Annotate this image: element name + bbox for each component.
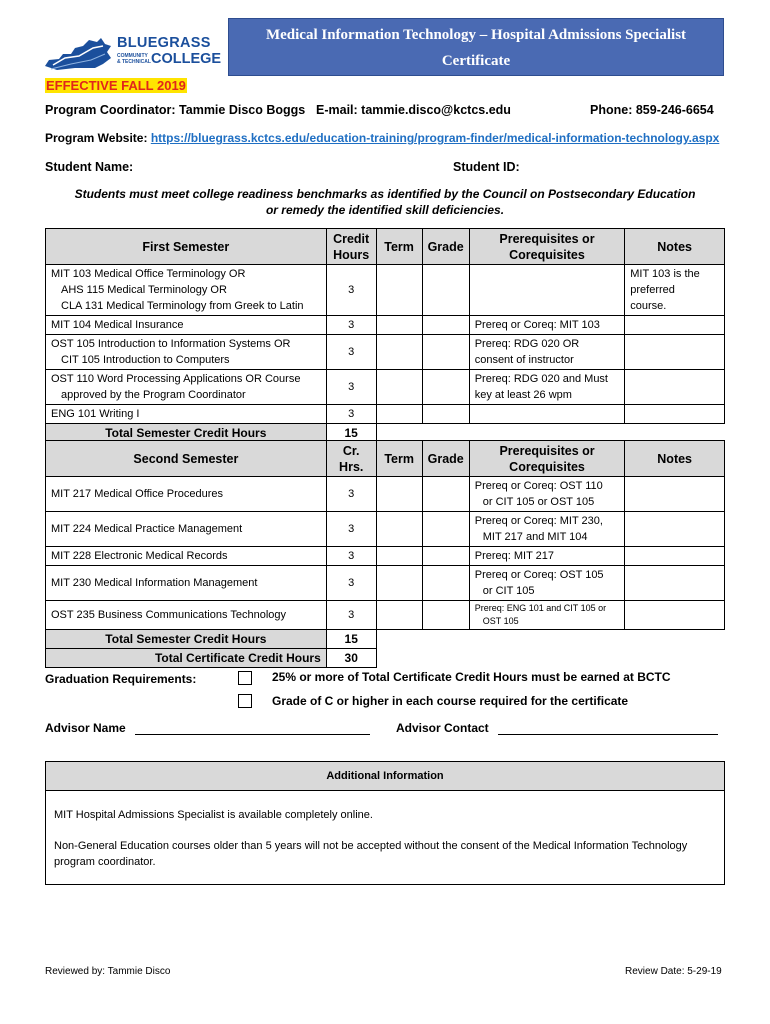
prereq-cell: Prereq: RDG 020 and Must key at least 26 wpm bbox=[469, 370, 625, 405]
table-row bbox=[46, 566, 725, 601]
advisor-contact-line[interactable] bbox=[498, 734, 718, 735]
grade-cell[interactable] bbox=[422, 316, 469, 335]
credit-cell: 3 bbox=[326, 547, 376, 566]
logo-bluegrass: BLUEGRASS bbox=[117, 35, 211, 51]
requirement-2-checkbox[interactable] bbox=[238, 694, 252, 708]
term-cell[interactable] bbox=[376, 512, 422, 547]
total-row bbox=[46, 630, 725, 649]
college-logo bbox=[45, 34, 222, 74]
grade-cell[interactable] bbox=[422, 370, 469, 405]
term-cell[interactable] bbox=[376, 547, 422, 566]
course-cell: OST 235 Business Communications Technology bbox=[46, 601, 327, 630]
term-cell[interactable] bbox=[376, 477, 422, 512]
phone: Phone: 859-246-6654 bbox=[590, 103, 714, 117]
advisor-contact-label: Advisor Contact bbox=[396, 721, 489, 735]
table-header bbox=[46, 229, 725, 265]
prereq-cell: Prereq: ENG 101 and CIT 105 or OST 105 bbox=[469, 601, 625, 630]
term-cell[interactable] bbox=[376, 370, 422, 405]
credit-cell: 3 bbox=[326, 370, 376, 405]
advisor-name-label: Advisor Name bbox=[45, 721, 126, 735]
table-row bbox=[46, 547, 725, 566]
grade-cell[interactable] bbox=[422, 601, 469, 630]
prereq-cell: Prereq or Coreq: MIT 230, MIT 217 and MIT 104 bbox=[469, 512, 625, 547]
grade-cell[interactable] bbox=[422, 566, 469, 601]
notes-cell bbox=[625, 547, 725, 566]
student-id-label: Student ID: bbox=[453, 160, 520, 174]
credit-cell: 3 bbox=[326, 405, 376, 424]
course-cell: OST 105 Introduction to Information Systems OR CIT 105 Introduction to Computers bbox=[46, 335, 327, 370]
credit-cell: 3 bbox=[326, 566, 376, 601]
prereq-cell bbox=[469, 405, 625, 424]
grade-cell[interactable] bbox=[422, 512, 469, 547]
requirement-1-checkbox[interactable] bbox=[238, 671, 252, 685]
course-cell: MIT 230 Medical Information Management bbox=[46, 566, 327, 601]
col-term: Term bbox=[376, 441, 422, 477]
notes-cell bbox=[625, 370, 725, 405]
credit-cell: 3 bbox=[326, 265, 376, 316]
course-cell: ENG 101 Writing I bbox=[46, 405, 327, 424]
requirement-2: Grade of C or higher in each course required for the certificate bbox=[272, 694, 629, 708]
prereq-cell bbox=[469, 265, 625, 316]
total-label: Total Semester Credit Hours bbox=[46, 630, 327, 649]
credit-cell: 3 bbox=[326, 601, 376, 630]
table-row bbox=[46, 335, 725, 370]
total-label: Total Semester Credit Hours bbox=[46, 424, 327, 443]
course-cell: MIT 224 Medical Practice Management bbox=[46, 512, 327, 547]
logo-college: COLLEGE bbox=[151, 51, 222, 67]
prereq-cell: Prereq: MIT 217 bbox=[469, 547, 625, 566]
notes-cell bbox=[625, 512, 725, 547]
additional-information-box bbox=[45, 761, 725, 885]
col-semester: Second Semester bbox=[46, 441, 327, 477]
col-notes: Notes bbox=[625, 229, 725, 265]
notes-cell bbox=[625, 335, 725, 370]
col-prereq: Prerequisites or Corequisites bbox=[469, 229, 625, 265]
notes-cell bbox=[625, 405, 725, 424]
term-cell[interactable] bbox=[376, 316, 422, 335]
col-grade: Grade bbox=[422, 229, 469, 265]
notes-cell bbox=[625, 477, 725, 512]
prereq-cell: Prereq: RDG 020 OR consent of instructor bbox=[469, 335, 625, 370]
col-notes: Notes bbox=[625, 441, 725, 477]
requirement-1: 25% or more of Total Certificate Credit Hours must be earned at BCTC bbox=[272, 670, 671, 684]
certificate-total-row bbox=[46, 649, 725, 668]
term-cell[interactable] bbox=[376, 601, 422, 630]
table-header bbox=[46, 441, 725, 477]
col-grade: Grade bbox=[422, 441, 469, 477]
effective-date: EFFECTIVE FALL 2019 bbox=[46, 78, 186, 93]
prereq-cell: Prereq or Coreq: MIT 103 bbox=[469, 316, 625, 335]
credit-cell: 3 bbox=[326, 512, 376, 547]
logo-community: COMMUNITY & TECHNICAL bbox=[117, 53, 151, 65]
term-cell[interactable] bbox=[376, 405, 422, 424]
second-semester-table bbox=[45, 440, 725, 668]
table-row bbox=[46, 316, 725, 335]
notes-cell bbox=[625, 601, 725, 630]
col-credit: Cr. Hrs. bbox=[326, 441, 376, 477]
info-paragraph: Non-General Education courses older than 5 years will not be accepted without the consent of the Medical Information Technology program coordinator. bbox=[54, 840, 688, 868]
grade-cell[interactable] bbox=[422, 405, 469, 424]
certificate-title: Medical Information Technology – Hospital Admissions Specialist Certificate bbox=[228, 18, 724, 76]
grade-cell[interactable] bbox=[422, 547, 469, 566]
total-value: 15 bbox=[326, 424, 376, 443]
info-paragraph: MIT Hospital Admissions Specialist is available completely online. bbox=[54, 809, 373, 821]
term-cell[interactable] bbox=[376, 566, 422, 601]
certificate-total-value: 30 bbox=[326, 649, 376, 668]
col-credit: Credit Hours bbox=[326, 229, 376, 265]
first-semester-table bbox=[45, 228, 725, 443]
course-cell: OST 110 Word Processing Applications OR Course approved by the Program Coordinator bbox=[46, 370, 327, 405]
notes-cell bbox=[625, 566, 725, 601]
certificate-total-label: Total Certificate Credit Hours bbox=[46, 649, 327, 668]
col-term: Term bbox=[376, 229, 422, 265]
grade-cell[interactable] bbox=[422, 477, 469, 512]
email: E-mail: tammie.disco@kctcs.edu bbox=[316, 103, 511, 117]
table-row bbox=[46, 477, 725, 512]
table-row bbox=[46, 601, 725, 630]
credit-cell: 3 bbox=[326, 335, 376, 370]
table-row bbox=[46, 405, 725, 424]
reviewed-by: Reviewed by: Tammie Disco bbox=[45, 966, 171, 977]
notes-cell bbox=[625, 316, 725, 335]
grade-cell[interactable] bbox=[422, 335, 469, 370]
prereq-cell: Prereq or Coreq: OST 105 or CIT 105 bbox=[469, 566, 625, 601]
col-prereq: Prerequisites or Corequisites bbox=[469, 441, 625, 477]
col-semester: First Semester bbox=[46, 229, 327, 265]
program-website-link[interactable]: https://bluegrass.kctcs.edu/education-training/program-finder/medical-information-technology.aspx bbox=[150, 131, 720, 145]
additional-information-heading: Additional Information bbox=[46, 762, 724, 791]
course-cell: MIT 228 Electronic Medical Records bbox=[46, 547, 327, 566]
table-row bbox=[46, 370, 725, 405]
graduation-label: Graduation Requirements: bbox=[45, 672, 197, 686]
program-website: Program Website: https://bluegrass.kctcs.edu/education-training/program-finder/medical-information-technology.aspx bbox=[45, 131, 720, 145]
readiness-notice: Students must meet college readiness benchmarks as identified by the Council on Postsecondary Education or remedy the identified skill deficiencies. bbox=[74, 187, 696, 217]
course-cell: MIT 104 Medical Insurance bbox=[46, 316, 327, 335]
program-coordinator: Program Coordinator: Tammie Disco Boggs bbox=[45, 103, 306, 117]
grade-cell[interactable] bbox=[422, 265, 469, 316]
table-row bbox=[46, 265, 725, 316]
prereq-cell: Prereq or Coreq: OST 110 or CIT 105 or OST 105 bbox=[469, 477, 625, 512]
course-cell: MIT 217 Medical Office Procedures bbox=[46, 477, 327, 512]
review-date: Review Date: 5-29-19 bbox=[625, 966, 722, 977]
term-cell[interactable] bbox=[376, 335, 422, 370]
table-row bbox=[46, 512, 725, 547]
notes-cell: MIT 103 is the preferred course. bbox=[625, 265, 725, 316]
total-value: 15 bbox=[326, 630, 376, 649]
credit-cell: 3 bbox=[326, 316, 376, 335]
advisor-name-line[interactable] bbox=[135, 734, 370, 735]
credit-cell: 3 bbox=[326, 477, 376, 512]
term-cell[interactable] bbox=[376, 265, 422, 316]
course-cell: MIT 103 Medical Office Terminology OR AHS 115 Medical Terminology OR CLA 131 Medical Terminology from Greek to Latin bbox=[46, 265, 327, 316]
student-name-label: Student Name: bbox=[45, 160, 134, 174]
